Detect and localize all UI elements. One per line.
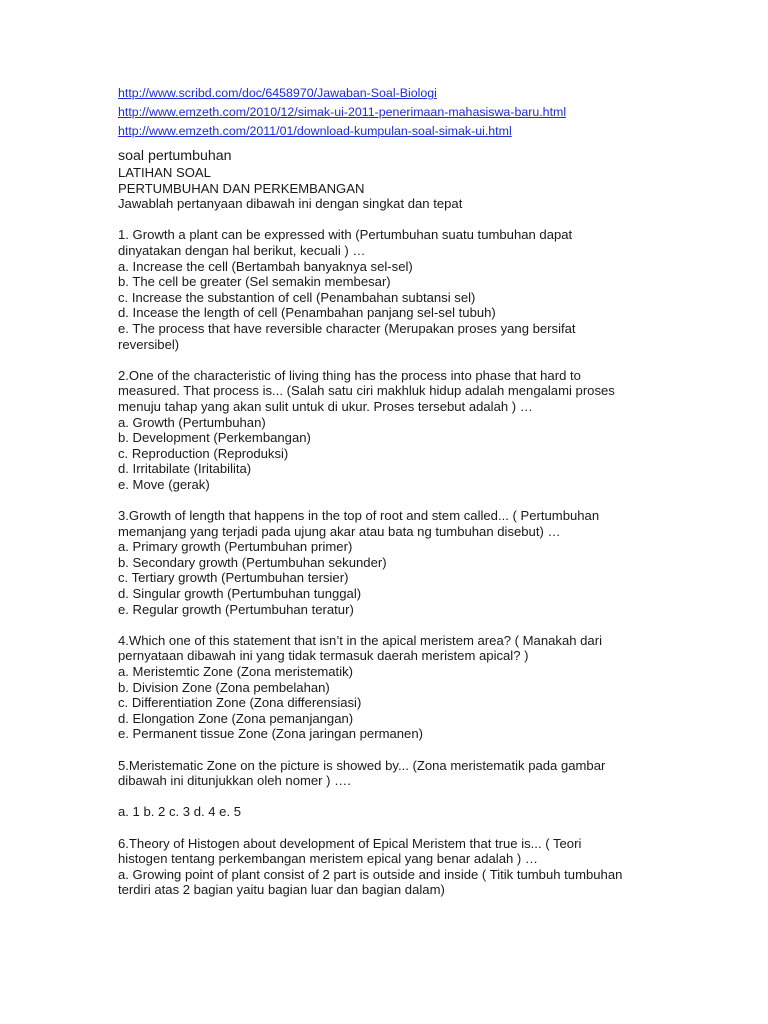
answer-option: c. Tertiary growth (Pertumbuhan tersier) (118, 570, 349, 586)
answer-option: terdiri atas 2 bagian yaitu bagian luar dan bagian dalam) (118, 882, 445, 898)
question-text: dibawah ini ditunjukkan oleh nomer ) …. (118, 773, 351, 789)
question-text: pernyataan dibawah ini yang tidak termasuk daerah meristem apical? ) (118, 648, 529, 664)
question-text: 1. Growth a plant can be expressed with (Pertumbuhan suatu tumbuhan dapat (118, 227, 573, 243)
spacer (118, 212, 738, 228)
link-emzeth-download[interactable]: http://www.emzeth.com/2011/01/download-kumpulan-soal-simak-ui.html (118, 124, 512, 138)
answer-option: a. Increase the cell (Bertambah banyaknya sel-sel) (118, 258, 413, 274)
answer-option: d. Singular growth (Pertumbuhan tunggal) (118, 586, 362, 602)
answer-option: reversibel) (118, 336, 180, 352)
answer-option: e. Permanent tissue Zone (Zona jaringan permanen) (118, 726, 423, 742)
answer-option: a. 1 b. 2 c. 3 d. 4 e. 5 (118, 804, 242, 820)
question-text: histogen tentang perkembangan meristem epical yang benar adalah ) … (118, 851, 538, 867)
answer-option: d. Incease the length of cell (Penambahan panjang sel-sel tubuh) (118, 305, 496, 321)
answer-option: b. The cell be greater (Sel semakin membesar) (118, 274, 391, 290)
answer-option: d. Elongation Zone (Zona pemanjangan) (118, 710, 354, 726)
link-emzeth-simak-2011[interactable]: http://www.emzeth.com/2010/12/simak-ui-2011-penerimaan-mahasiswa-baru.html (118, 105, 567, 119)
question-list (118, 227, 738, 898)
question-2 (118, 368, 738, 493)
question-6 (118, 836, 738, 898)
answer-option: c. Increase the substantion of cell (Penambahan subtansi sel) (118, 289, 476, 305)
spacer (118, 789, 738, 805)
question-text: 2.One of the characteristic of living thing has the process into phase that hard to (118, 367, 581, 383)
question-5 (118, 758, 738, 820)
answer-option: d. Irritabilate (Iritabilita) (118, 461, 252, 477)
doc-instruction: Jawablah pertanyaan dibawah ini dengan singkat dan tepat (118, 196, 463, 212)
doc-subtitle-topic: PERTUMBUHAN DAN PERKEMBANGAN (118, 180, 365, 196)
answer-option: a. Growing point of plant consist of 2 part is outside and inside ( Titik tumbuh tumbuhan (118, 866, 623, 882)
doc-title: soal pertumbuhan (118, 148, 232, 164)
question-text: measured. That process is... (Salah satu ciri makhluk hidup adalah mengalami proses (118, 383, 615, 399)
document-body (118, 148, 738, 914)
link-scribd[interactable]: http://www.scribd.com/doc/6458970/Jawaban-Soal-Biologi (118, 86, 437, 100)
answer-option: a. Primary growth (Pertumbuhan primer) (118, 539, 353, 555)
doc-subtitle: LATIHAN SOAL (118, 165, 211, 180)
answer-option: a. Growth (Pertumbuhan) (118, 414, 266, 430)
question-text: 3.Growth of length that happens in the top of root and stem called... ( Pertumbuhan (118, 508, 600, 524)
answer-option: a. Meristemtic Zone (Zona meristematik) (118, 664, 354, 679)
answer-option: b. Division Zone (Zona pembelahan) (118, 679, 330, 695)
answer-option: c. Differentiation Zone (Zona differensiasi) (118, 695, 362, 711)
answer-option: e. The process that have reversible character (Merupakan proses yang bersifat (118, 320, 576, 336)
question-text: menuju tahap yang akan sulit untuk di ukur. Proses tersebut adalah ) … (118, 398, 533, 414)
reference-links (118, 84, 718, 141)
question-text: memanjang yang terjadi pada ujung akar atau bata ng tumbuhan disebut) … (118, 523, 561, 539)
question-text: 4.Which one of this statement that isn’t in the apical meristem area? ( Manakah dari (118, 632, 602, 648)
question-text: 6.Theory of Histogen about development of Epical Meristem that true is... ( Teori (118, 835, 582, 851)
question-text: dinyatakan dengan hal berikut, kecuali ) … (118, 242, 366, 258)
question-3 (118, 508, 738, 617)
question-4 (118, 633, 738, 742)
answer-option: e. Regular growth (Pertumbuhan teratur) (118, 601, 354, 617)
answer-option: e. Move (gerak) (118, 476, 210, 492)
question-1 (118, 227, 738, 352)
answer-option: b. Development (Perkembangan) (118, 430, 311, 446)
question-text: 5.Meristematic Zone on the picture is showed by... (Zona meristematik pada gambar (118, 757, 606, 773)
answer-option: c. Reproduction (Reproduksi) (118, 445, 289, 461)
answer-option: b. Secondary growth (Pertumbuhan sekunder) (118, 554, 387, 570)
